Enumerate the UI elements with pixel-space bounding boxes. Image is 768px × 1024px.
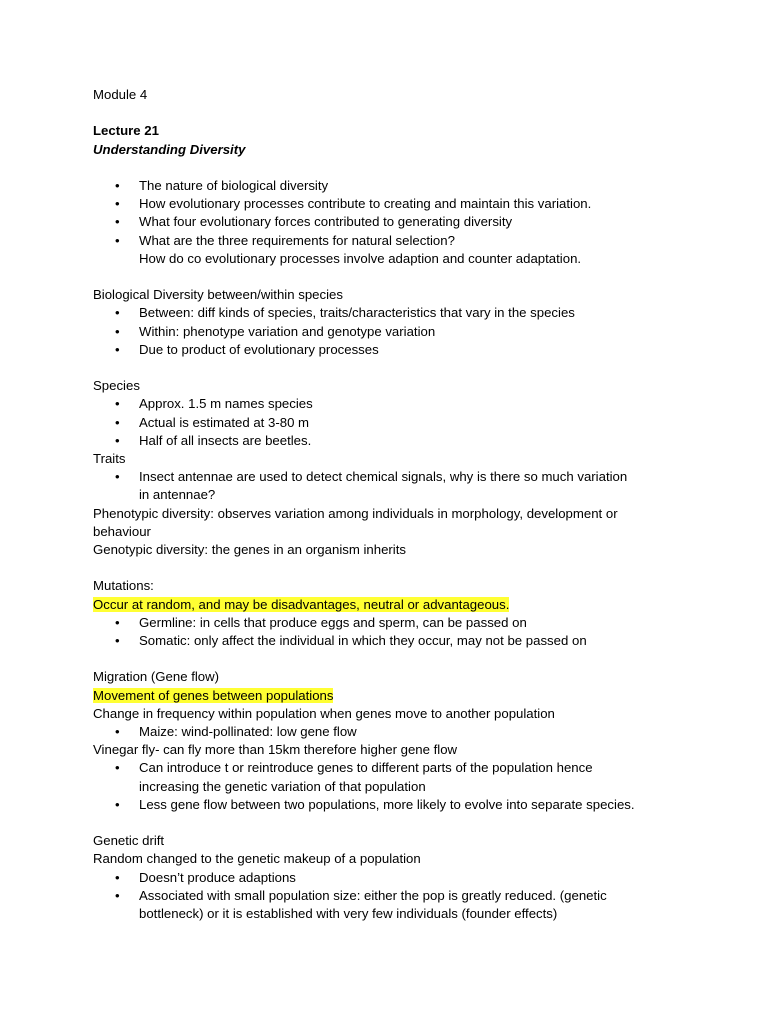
genetic-drift-text: Random changed to the genetic makeup of a population <box>93 851 421 867</box>
bullet-continuation: in antennae? <box>139 487 216 503</box>
lecture-title: Lecture 21 <box>93 123 159 139</box>
list-item: • Associated with small population size: either the pop is greatly reduced. (genetic <box>93 887 693 905</box>
genetic-drift-list <box>93 869 693 905</box>
section-heading-biological-diversity: Biological Diversity between/within species <box>93 287 343 303</box>
mutations-list <box>93 614 693 650</box>
list-item: • Actual is estimated at 3-80 m <box>93 414 693 432</box>
section-heading-species: Species <box>93 378 140 394</box>
bullet-continuation: increasing the genetic variation of that population <box>139 778 426 794</box>
list-item: • Insect antennae are used to detect chemical signals, why is there so much variation <box>93 468 693 486</box>
list-item: • What are the three requirements for natural selection? <box>93 232 693 250</box>
list-item: • Within: phenotype variation and genotype variation <box>93 323 693 341</box>
genotypic-diversity-text: Genotypic diversity: the genes in an organism inherits <box>93 542 406 558</box>
document-page <box>93 86 693 923</box>
phenotypic-diversity-text-cont: behaviour <box>93 523 151 539</box>
list-item: • Somatic: only affect the individual in which they occur, may not be passed on <box>93 632 693 650</box>
module-title: Module 4 <box>93 87 148 102</box>
list-item: • Between: diff kinds of species, traits/characteristics that vary in the species <box>93 304 693 322</box>
lecture-subtitle: Understanding Diversity <box>93 141 246 157</box>
section-heading-mutations: Mutations: <box>93 578 154 594</box>
list-item: • The nature of biological diversity <box>93 177 693 195</box>
list-item: • Due to product of evolutionary processes <box>93 341 693 359</box>
list-item: • Can introduce t or reintroduce genes to different parts of the population hence <box>93 759 693 777</box>
list-item: • Approx. 1.5 m names species <box>93 395 693 413</box>
migration-text: Vinegar fly- can fly more than 15km therefore higher gene flow <box>93 742 458 758</box>
list-item: • Less gene flow between two populations, more likely to evolve into separate species. <box>93 796 693 814</box>
lecture-bullet-list <box>93 177 693 250</box>
list-item: • Maize: wind-pollinated: low gene flow <box>93 723 693 741</box>
section-heading-traits: Traits <box>93 451 126 466</box>
biological-diversity-list <box>93 304 693 359</box>
list-item: • Half of all insects are beetles. <box>93 432 693 450</box>
highlighted-text: Movement of genes between populations <box>93 687 334 703</box>
bullet-continuation: How do co evolutionary processes involve adaption and counter adaptation. <box>139 250 582 266</box>
traits-list <box>93 468 693 486</box>
list-item: • How evolutionary processes contribute to creating and maintain this variation. <box>93 195 693 213</box>
section-heading-genetic-drift: Genetic drift <box>93 833 165 849</box>
migration-list-maize <box>93 723 693 741</box>
migration-text: Change in frequency within population when genes move to another population <box>93 705 555 721</box>
phenotypic-diversity-text: Phenotypic diversity: observes variation among individuals in morphology, development or <box>93 505 618 521</box>
list-item: • Doesn’t produce adaptions <box>93 869 693 887</box>
list-item: • Germline: in cells that produce eggs and sperm, can be passed on <box>93 614 693 632</box>
list-item: • What four evolutionary forces contributed to generating diversity <box>93 213 693 231</box>
highlighted-text: Occur at random, and may be disadvantages, neutral or advantageous. <box>93 596 510 612</box>
bullet-continuation: bottleneck) or it is established with very few individuals (founder effects) <box>139 906 558 922</box>
migration-list-2 <box>93 796 693 814</box>
migration-list <box>93 759 693 777</box>
section-heading-migration: Migration (Gene flow) <box>93 669 220 685</box>
species-list <box>93 395 693 450</box>
